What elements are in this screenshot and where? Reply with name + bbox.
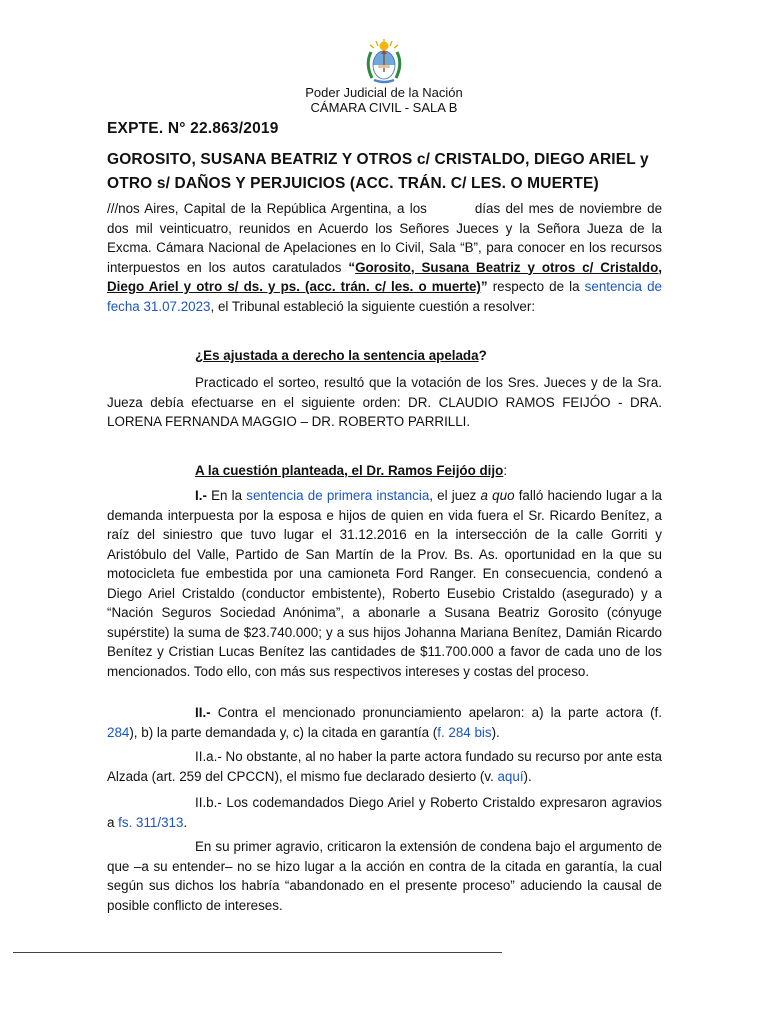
section-II-label: II.- bbox=[195, 705, 211, 720]
primer-agravio-text: En su primer agravio, criticaron la extensión de condena bajo el argumento de que –a su entender– no se hizo lugar a la acción en contra de la citada en garantía, la cual según sus dichos los habría “abandonado en el presente proceso” aduciendo la causal de posible conflicto de intereses. bbox=[107, 839, 662, 913]
intro-text-4: , el Tribunal estableció la siguiente cuestión a resolver: bbox=[210, 298, 536, 314]
aqui-link[interactable]: aquí bbox=[497, 768, 524, 784]
header-institution: Poder Judicial de la Nación bbox=[305, 85, 463, 100]
f284bis-link[interactable]: f. 284 bis bbox=[437, 724, 492, 740]
header-chamber: CÁMARA CIVIL - SALA B bbox=[310, 100, 458, 115]
section-II-mid: ), b) la parte demandada y, c) la citada en garantía ( bbox=[129, 724, 438, 740]
case-caption: GOROSITO, SUSANA BEATRIZ Y OTROS c/ CRISTALDO, DIEGO ARIEL y OTRO s/ DAÑOS Y PERJUICIOS (ACC. TRÁN. C/ LES. O MUERTE) bbox=[107, 151, 649, 192]
section-IIa-end: ). bbox=[523, 768, 532, 784]
intro-text-1: ///nos Aires, Capital de la República Argentina, a los bbox=[107, 201, 427, 216]
question-paragraph bbox=[107, 346, 662, 366]
question-mark: ? bbox=[478, 348, 487, 363]
sorteo-text: Practicado el sorteo, resultó que la votación de los Sres. Jueces y de la Sra. Jueza debía efectuarse en el siguiente orden: DR. CLAUDIO RAMOS FEIJÓO - DRA. LORENA FERNANDA MAGGIO – DR. ROBERTO PARRILLI. bbox=[107, 375, 662, 429]
section-I-label: I.- bbox=[195, 488, 207, 503]
section-IIa-paragraph bbox=[107, 747, 662, 786]
cuestion-heading: A la cuestión planteada, el Dr. Ramos Feijóo dijo bbox=[195, 463, 504, 478]
section-IIb-end: . bbox=[183, 814, 188, 830]
f284-link[interactable]: 284 bbox=[107, 724, 130, 740]
cuestion-heading-paragraph bbox=[107, 461, 662, 481]
primera-instancia-link[interactable]: sentencia de primera instancia bbox=[246, 488, 430, 503]
section-I-pre: En la bbox=[206, 488, 247, 503]
case-number: EXPTE. N° 22.863/2019 bbox=[107, 120, 279, 137]
section-II-paragraph bbox=[107, 703, 662, 742]
sorteo-paragraph bbox=[107, 373, 662, 432]
section-IIb-paragraph bbox=[107, 793, 662, 832]
section-I-paragraph bbox=[107, 486, 662, 681]
argentine-coat-of-arms-icon bbox=[362, 38, 406, 84]
section-I-text: falló haciendo lugar a la demanda interpuesta por la esposa e hijos de quien en vida fuera el Sr. Ricardo Benítez, a raíz del siniestro que tuvo lugar el 31.12.2016 en la intersección de la calle Gorriti y Aristóbulo del Valle, Partido de San Martín de la Prov. Bs. As. oportunidad en la que su motocicleta fue embestida por una camioneta Ford Ranger. En consecuencia, condenó a Diego Ariel Cristaldo (conductor embistente), Roberto Eusebio Cristaldo (asegurado) y a “Nación Seguros Sociedad Anónima”, a abonarle a Susana Beatriz Gorosito (cónyuge supérstite) la suma de $23.740.000; y a sus hijos Johanna Mariana Benítez, Damián Ricardo Benítez y Cristian Lucas Benítez las cantidades de $11.700.000 a favor de cada uno de los mencionados. Todo ello, con más sus respectivos intereses y costas del proceso. bbox=[107, 488, 663, 679]
fs311-link[interactable]: fs. 311/313 bbox=[118, 814, 184, 830]
section-IIa-text: II.a.- No obstante, al no haber la parte actora fundado su recurso por ante esta Alzada (art. 259 del CPCCN), el mismo fue declarado desierto (v. bbox=[107, 749, 662, 784]
section-IIb-text: II.b.- Los codemandados Diego Ariel y Roberto Cristaldo expresaron agravios a bbox=[107, 795, 662, 830]
question-text: ¿Es ajustada a derecho la sentencia apelada bbox=[195, 348, 479, 363]
intro-text-2: días del mes de noviembre de dos mil veinticuatro, reunidos en Acuerdo los Señores Jueces y la Señora Jueza de la Excma. Cámara Nacional de Apelaciones en lo Civil, Sala “B”, para conocer en los recursos interpuestos en los autos caratulados bbox=[107, 201, 663, 275]
footnote-separator bbox=[13, 952, 502, 953]
sentencia-link[interactable]: sentencia de fecha 31.07.2023 bbox=[107, 279, 662, 314]
intro-text-3: respecto de la bbox=[492, 279, 580, 294]
quote-open: “ bbox=[348, 259, 356, 275]
section-II-end: ). bbox=[491, 724, 500, 740]
section-II-pre: Contra el mencionado pronunciamiento apelaron: a) la parte actora (f. bbox=[210, 705, 662, 720]
quote-close: ” bbox=[480, 279, 488, 294]
intro-paragraph bbox=[107, 199, 662, 316]
cuestion-colon: : bbox=[503, 463, 508, 478]
section-I-mid: , el juez bbox=[429, 488, 481, 503]
a-quo-italic: a quo bbox=[480, 488, 515, 503]
primer-agravio-paragraph bbox=[107, 837, 662, 915]
case-title: Gorosito, Susana Beatriz y otros c/ Cristaldo, Diego Ariel y otro s/ ds. y ps. (acc. trán. c/ les. o muerte) bbox=[107, 259, 662, 294]
